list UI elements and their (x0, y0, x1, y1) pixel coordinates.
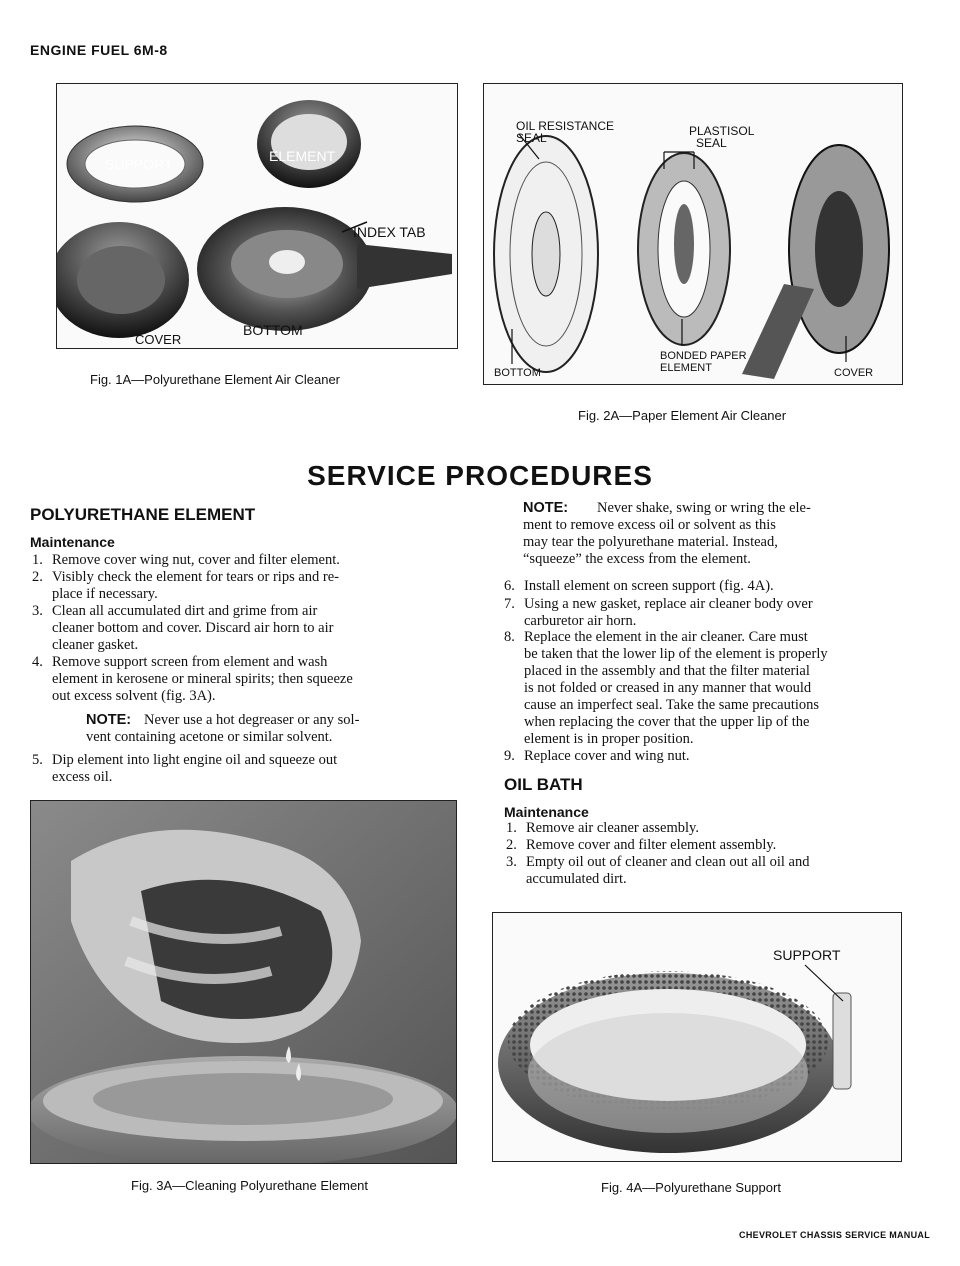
figure-2a (483, 83, 903, 385)
figure-3a-caption: Fig. 3A—Cleaning Polyurethane Element (131, 1178, 369, 1193)
figure-4a-caption: Fig. 4A—Polyurethane Support (601, 1180, 781, 1195)
heading-polyurethane-element: POLYURETHANE ELEMENT (30, 505, 256, 524)
figure-4a (492, 912, 902, 1162)
figure-1a-illustration (57, 84, 457, 348)
air-horn (357, 244, 452, 289)
label-bonded-paper-1: BONDED PAPER (660, 350, 747, 362)
support-clip (833, 993, 851, 1089)
section-title: SERVICE PROCEDURES (307, 460, 653, 491)
label-plastisol-seal-2: SEAL (696, 136, 727, 150)
label-element: ELEMENT (269, 148, 336, 164)
figure-3a (30, 800, 457, 1164)
label-cover: COVER (834, 367, 874, 379)
label-bottom: BOTTOM (494, 367, 541, 379)
subheading-maintenance: Maintenance (30, 534, 115, 550)
label-support: SUPPORT (105, 156, 173, 172)
label-index-tab: INDEX TAB (353, 224, 426, 240)
label-plastisol-seal-1: PLASTISOL (689, 124, 755, 138)
label-oil-resistance-seal-2: SEAL (516, 131, 547, 145)
label-bonded-paper-2: ELEMENT (660, 362, 712, 374)
label-oil-resistance-seal-1: OIL RESISTANCE (516, 119, 615, 133)
figure-1a-caption: Fig. 1A—Polyurethane Element Air Cleaner (90, 372, 341, 387)
figure-1a (56, 83, 458, 349)
subheading-oil-bath-maintenance: Maintenance (504, 804, 589, 820)
figure-2a-caption: Fig. 2A—Paper Element Air Cleaner (578, 408, 787, 423)
figure-3a-photo (31, 801, 456, 1163)
label-support: SUPPORT (773, 947, 841, 963)
label-cover: COVER (135, 332, 182, 347)
label-bottom: BOTTOM (243, 322, 303, 338)
page-header: ENGINE FUEL 6M-8 (30, 42, 168, 58)
heading-oil-bath: OIL BATH (504, 775, 583, 794)
page-footer: CHEVROLET CHASSIS SERVICE MANUAL (739, 1230, 930, 1240)
